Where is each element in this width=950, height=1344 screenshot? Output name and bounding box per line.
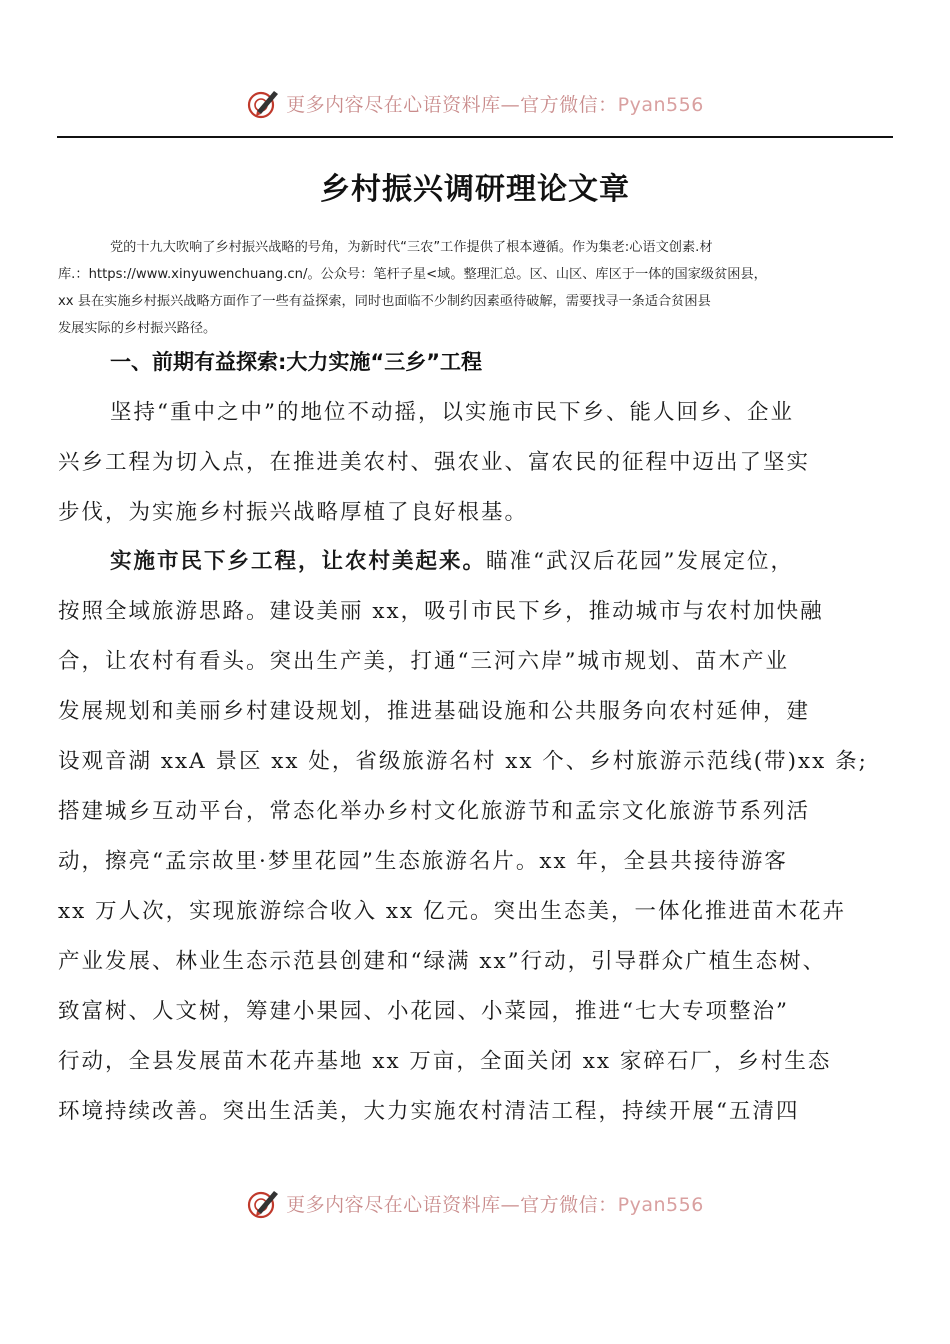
watermark-footer xyxy=(0,1183,950,1223)
watermark-wechat-id: Pyan556 xyxy=(617,1193,704,1216)
body-line: 产业发展、林业生态示范县创建和“绿满 xx”行动，引导群众广植生态树、 xyxy=(58,949,827,974)
watermark-text: 更多内容尽在心语资料库—官方微信： xyxy=(286,93,618,116)
body-line: 发展规划和美丽乡村建设规划，推进基础设施和公共服务向农村延伸，建 xyxy=(58,699,811,724)
body-line: 按照全域旅游思路。建设美丽 xx，吸引市民下乡，推动城市与农村加快融 xyxy=(58,599,824,624)
section-heading-1: 一、前期有益探索:大力实施“三乡”工程 xyxy=(110,350,482,374)
body-line: 兴乡工程为切入点，在推进美农村、强农业、富农民的征程中迈出了坚实 xyxy=(58,450,811,475)
intro-line: xx 县在实施乡村振兴战略方面作了一些有益探索，同时也面临不少制约因素亟待破解，需要找寻一条适合贫困县 xyxy=(58,294,711,309)
body-line: 设观音湖 xxA 景区 xx 处，省级旅游名村 xx 个、乡村旅游示范线(带)xx 条; xyxy=(58,749,868,774)
body-line: 坚持“重中之中”的地位不动摇，以实施市民下乡、能人回乡、企业 xyxy=(110,400,794,425)
watermark-text: 更多内容尽在心语资料库—官方微信： xyxy=(286,1193,618,1216)
body-line: 动，擦亮“孟宗故里·梦里花园”生态旅游名片。xx 年，全县共接待游客 xyxy=(58,849,788,874)
body-line: 致富树、人文树，筹建小果园、小花园、小菜园，推进“七大专项整治” xyxy=(58,999,789,1024)
pen-logo-icon xyxy=(246,1185,282,1221)
header-divider xyxy=(57,136,893,138)
watermark-wechat-id: Pyan556 xyxy=(617,93,704,116)
watermark-header xyxy=(0,83,950,123)
body-line: 环境持续改善。突出生活美，大力实施农村清洁工程，持续开展“五清四 xyxy=(58,1099,800,1124)
intro-paragraph xyxy=(58,234,894,342)
body-line: 搭建城乡互动平台，常态化举办乡村文化旅游节和孟宗文化旅游节系列活 xyxy=(58,799,811,824)
body-line: 合，让农村有看头。突出生产美，打通“三河六岸”城市规划、苗木产业 xyxy=(58,649,789,674)
intro-line: 发展实际的乡村振兴路径。 xyxy=(58,321,217,336)
intro-line: 党的十九大吹响了乡村振兴战略的号角，为新时代“三农”工作提供了根本遵循。作为集老:心语文创素.材 xyxy=(110,240,713,255)
paragraph-lead-bold: 实施市民下乡工程，让农村美起来。 xyxy=(110,549,487,574)
body-line: 行动，全县发展苗木花卉基地 xx 万亩，全面关闭 xx 家碎石厂，乡村生态 xyxy=(58,1049,832,1074)
document-title: 乡村振兴调研理论文章 xyxy=(320,172,630,207)
paragraph-1 xyxy=(58,388,894,538)
body-line xyxy=(58,537,894,587)
body-line: 步伐，为实施乡村振兴战略厚植了良好根基。 xyxy=(58,500,529,525)
paragraph-2 xyxy=(58,537,894,1137)
intro-line: 库.：https://www.xinyuwenchuang.cn/。公众号：笔杆子星<域。整理汇总。区、山区、库区于一体的国家级贫困县， xyxy=(58,267,767,282)
pen-logo-icon xyxy=(246,85,282,121)
body-line: xx 万人次，实现旅游综合收入 xx 亿元。突出生态美，一体化推进苗木花卉 xyxy=(58,899,847,924)
paragraph-lead-rest: 瞄准“武汉后花园”发展定位， xyxy=(486,549,794,574)
